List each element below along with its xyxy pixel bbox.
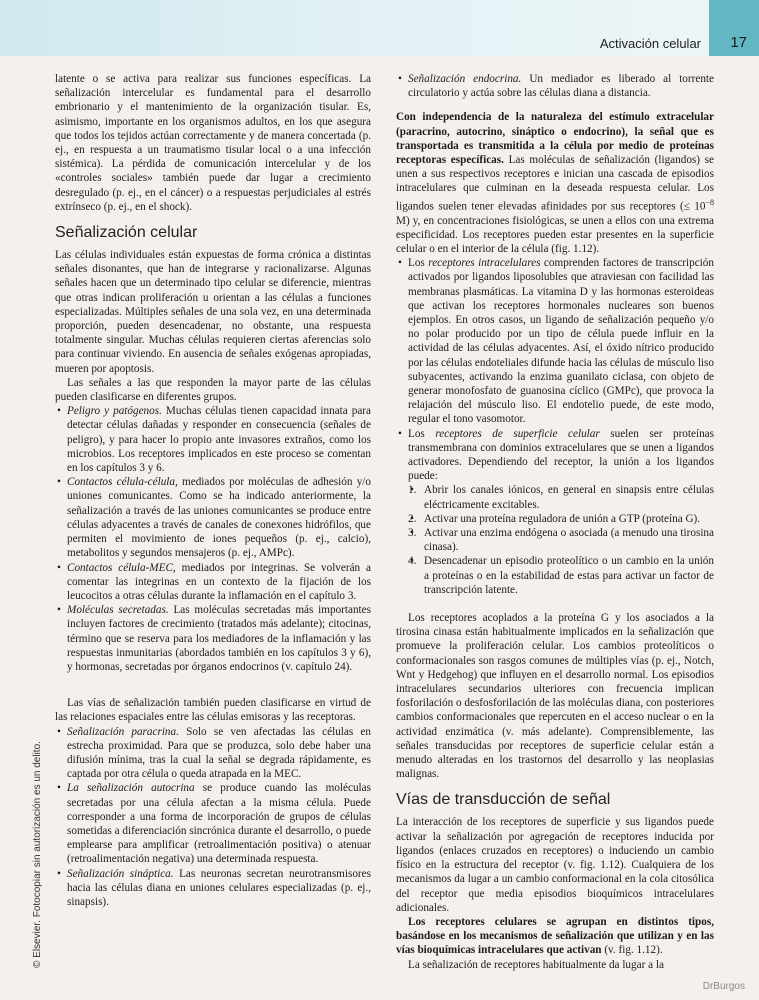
list-item: • 2. Activar una proteína reguladora de unión a GTP (proteína G).: [408, 512, 714, 526]
ligand-effects-list: [408, 483, 714, 597]
endocrine-list: [396, 72, 714, 100]
key-statement-receptors: Con independencia de la naturaleza del estímulo extracelular (paracrino, autocrino, sináptico o endocrino), la señal que es transportada es transmitida a la célula por medio de proteínas receptoras específicas. Las moléculas de señalización (ligandos) se unen a sus respectivos receptores e inician una cascada de episodios intracelulares que culminan en la deseada respuesta celular. Los ligandos suelen tener elevadas afinidades por sus receptores (≤ $10^{-8}$ M) y, en concentraciones fisiológicas, se unen a ellos con una extrema especificidad. Los receptores pueden estar presentes en la superficie celular o en el interior de la célula (fig. 1.12).: [396, 111, 714, 255]
list-item: • Los receptores intracelulares comprenden factores de transcripción activados por ligandos liposolubles que atraviesan con facilidad las membranas plasmáticas. La vitamina D y las hormonas esteroideas que activan los receptores hormonales nucleares son buenos ejemplos. En otros casos, un ligando de señalización pequeño y/o no polar producido por un tipo de célula puede influir en la actividad de las células adyacentes. Así, el óxido nítrico producido por las células endoteliales difunde hacia las células de músculo liso subyacentes, activando la enzima guanilato ciclasa, con objeto de generar monofosfato de guanosina cíclico (GMPc), que provoca la relajación del músculo liso. El endotelio puede, de este modo, regular el tono vasomotor.: [396, 256, 714, 426]
receptor-types-list: [396, 256, 714, 597]
list-item: • Peligro y patógenos. Muchas células tienen capacidad innata para detectar células dañadas y responder en consecuencia (señales de peligro), y para hacer lo propio ante invasores extraños, como los microbios. Los receptores implicados en este proceso se comentan en los capítulos 3 y 6.: [55, 404, 371, 475]
list-item: • Contactos célula-célula, mediados por moléculas de adhesión y/o uniones comunicantes. Como se ha indicado anteriormente, la señalización a través de las uniones comunicantes se produce entre células adyacentes a través de canales de conexones hidrófilos, que permiten el movimiento de iones pequeños (p. ej., calcio), metabolitos y segundos mensajeros (p. ej., AMPc).: [55, 475, 371, 560]
paragraph-continuation: La señalización de receptores habitualmente da lugar a la: [408, 958, 664, 971]
list-item: • Señalización sináptica. Las neuronas secretan neurotransmisores hacia las células diana en uniones celulares especializadas (p. ej., sinapsis).: [55, 867, 371, 910]
list-item: • Señalización paracrina. Solo se ven afectadas las células en estrecha proximidad. Para que se produzca, solo debe haber una difusión mínima, tras la cual la señal se degrada rápidamente, es captada por otra célula o queda atrapada en la MEC.: [55, 725, 371, 782]
list-item: • 1. Abrir los canales iónicos, en general en sinapsis entre células eléctricamente excitables.: [408, 483, 714, 511]
list-item: • Moléculas secretadas. Las moléculas secretadas más importantes incluyen factores de crecimiento (tratados más adelante); citocinas, término que se reserva para los mediadores de la inflamación y las respuestas inmunitarias (abordados también en los capítulos 3 y 6), y hormonas, secretadas por órganos endocrinos (v. capítulo 24).: [55, 603, 371, 674]
list-item: • Contactos célula-MEC, mediados por integrinas. Se volverán a comentar las integrinas en un contexto de la fijación de los leucocitos a otras células durante la inflamación en el capítulo 3.: [55, 561, 371, 604]
list-item: • La señalización autocrina se produce cuando las moléculas secretadas por una célula afectan a la misma célula. Puede corresponder a una forma de incorporación de grupos de células sometidas a diferenciación sincrónica durante el desarrollo, o puede emplearse para amplificar (retroalimentación positiva) o atenuar (retroalimentación negativa) una determinada respuesta.: [55, 781, 371, 866]
list-item: • 3. Activar una enzima endógena o asociada (a menudo una tirosina cinasa).: [408, 526, 714, 554]
list-item: • 4. Desencadenar un episodio proteolítico o un cambio en la unión a proteínas o en la estabilidad de estas para activar un factor de transcripción latente.: [408, 554, 714, 597]
spatial-signaling-list: [55, 725, 371, 910]
copyright-note: © Elsevier. Fotocopiar sin autorización es un delito.: [32, 741, 43, 968]
list-item: • Señalización endocrina. Un mediador es liberado al torrente circulatorio y actúa sobre las células diana a distancia.: [396, 72, 714, 100]
key-statement-grouping: Los receptores celulares se agrupan en distintos tipos, basándose en los mecanismos de señalización que utilizan y en las vías bioquímicas intracelulares que activan (v. fig. 1.12).: [396, 915, 714, 957]
watermark: DrBurgos: [702, 981, 745, 992]
signal-types-list: [55, 404, 371, 674]
right-column: [396, 72, 714, 972]
paragraph-spatial: Las vías de señalización también pueden clasificarse en virtud de las relaciones espaciales entre las células emisoras y las receptoras.: [55, 697, 371, 724]
section-heading-transduccion: Vías de transducción de señal: [396, 791, 611, 809]
left-column: [55, 72, 371, 909]
paragraph-g-protein: Los receptores acoplados a la proteína G y los asociados a la tirosina cinasa están habitualmente implicados en la señalización que promueve la proliferación celular. Los cambios proteolíticos o conformacionales son rasgos comunes de múltiples vías (p. ej., Notch, Wnt y Hedgehog) que influyen en el desarrollo normal. Los episodios intracelulares secundarios ulteriores con frecuencia implican fosforilación o desfosforilación de las moléculas diana, con posteriores cambios conformacionales que repercuten en el acceso nuclear o en la actividad enzimática (v. más adelante). Comprensiblemente, las señales transducidas por receptores de superficie celular están a menudo alteradas en los trastornos del desarrollo y las neoplasias malignas.: [396, 612, 714, 781]
intro-paragraph: latente o se activa para realizar sus funciones específicas. La señalización intercelular es fundamental para el desarrollo embrionario y el mantenimiento de la organización tisular. Es, asimismo, importante en los organismos adultos, en los que asegura que todos los tejidos actúan correctamente y de manera concertada (p. ej., en respuesta a un traumatismo tisular local o a una infección sistémica). La pérdida de comunicación intercelular y de los «controles sociales» también puede dar lugar a crecimiento desregulado (p. ej., en el cáncer) o a respuestas perjudiciales al estrés extrínseco (p. ej., en el shock).: [55, 73, 371, 213]
page-number: 17: [730, 34, 747, 51]
section-heading-senalizacion: Señalización celular: [55, 224, 198, 242]
paragraph-transduction: La interacción de los receptores de superficie y sus ligandos puede activar la señalización por agregación de receptores inducida por ligandos (enlaces cruzados en receptores) o induciendo un cambio físico en la estructura del receptor (v. fig. 1.12). Cualquiera de los mecanismos da lugar a un cambio conformacional en la cola citosólica del receptor que media episodios bioquímicos intracelulares adicionales.: [396, 816, 714, 914]
list-item: • Los receptores de superficie celular suelen ser proteínas transmembrana con dominios extracelulares que se unen a ligandos activadores. Dependiendo del receptor, la unión a los ligandos puede: • 1. Abrir los canales iónicos, en general en sinapsis entre células eléctricamente excitables. • 2. Activar una proteína reguladora de unión a GTP (proteína G). • 3. Activar una enzima endógena o asociada (a menudo una tirosina cinasa). • 4. Desencadenar un episodio proteolítico o un cambio en la unión a proteínas o en la estabilidad de estas para activar un factor de transcripción latente.: [396, 427, 714, 597]
running-title: Activación celular: [599, 36, 701, 51]
paragraph-signals: Las células individuales están expuestas de forma crónica a distintas señales disonantes, que han de integrarse y racionalizarse. Algunas señales hacen que un determinado tipo celular se diferencie, mientras que otras indican proliferación u orientan a las células a funciones especializadas. Múltiples señales de una sola vez, en una determinada proporción, pueden desencadenar, no obstante, una respuesta totalmente singular. Muchas células requieren ciertas aferencias solo para continuar viviendo. En ausencia de señales exógenas apropiadas, mueren por apoptosis.: [55, 249, 371, 375]
paragraph-groups: Las señales a las que responden la mayor parte de las células pueden clasificarse en diferentes grupos.: [55, 376, 371, 404]
